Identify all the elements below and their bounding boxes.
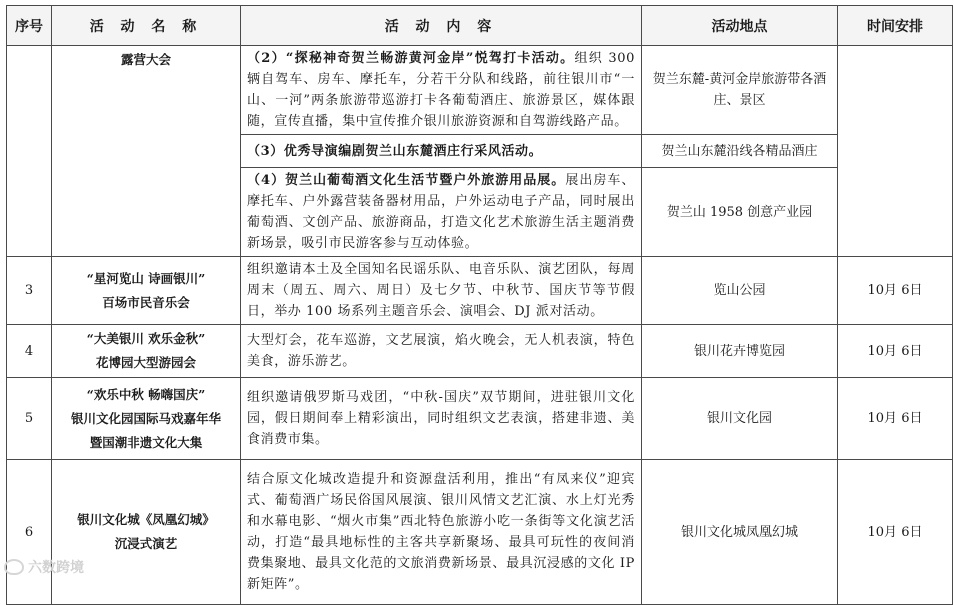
table-row (7, 460, 953, 605)
table-header-row (7, 6, 953, 46)
activity-name-line: 暨国潮非遗文化大集 (89, 434, 203, 450)
weibo-style-logo-icon (4, 559, 24, 575)
activity-name-line: 花博园大型游园会 (95, 355, 196, 370)
time-cell: 10月 6日 (838, 460, 953, 605)
content-body: 组织 300 辆自驾车、房车、摩托车，分若干分队和线路，前往银川市“一山、一河”两条旅游带巡游打卡各葡萄酒庄、旅游景区，媒体跟随，宣传直播，集中宣传推介银川旅游资源和自驾游线路产品。 (247, 51, 636, 129)
content-body: 展出房车、摩托车、户外露营装备器材用品，户外运动电子产品，同时展出葡萄酒、文创产品、旅游商品，打造文化艺术旅游生活主题消费新场景，吸引市民游客参与互动体验。 (247, 173, 635, 251)
table-row (7, 46, 953, 135)
time-cell: 10月 6日 (838, 378, 953, 460)
activity-name-line: 露营大会 (120, 52, 171, 67)
activity-name-line: 银川文化城《凤凰幻城》 (77, 512, 215, 527)
header-location: 活动地点 (642, 6, 838, 46)
content-lead: （4）贺兰山葡萄酒文化生活节暨户外旅游用品展。 (247, 173, 566, 188)
activity-name-cell (52, 325, 241, 378)
index-cell: 3 (7, 257, 52, 325)
location-cell: 银川文化园 (642, 378, 838, 460)
index-cell: 5 (7, 378, 52, 460)
activity-content-cell: 结合原文化城改造提升和资源盘活利用，推出“有凤来仪”迎宾式、葡萄酒广场民俗国风展演、银川风情文艺汇演、水上灯光秀和水幕电影、“烟火市集”西北特色旅游小吃一条街等文化演艺活动，打造“最具地标性的主客共享新聚场、最具可玩性的夜间消费集聚地、最具文化范的文旅消费新场景、最具沉浸感的文化 IP 新矩阵”。 (241, 460, 642, 605)
time-cell (838, 46, 953, 257)
activity-name-line: 银川文化园国际马戏嘉年华 (70, 410, 221, 426)
index-cell (7, 46, 52, 257)
activity-name-line: “欢乐中秋 畅嗨国庆” (86, 386, 206, 402)
activity-name-line: 百场市民音乐会 (102, 294, 190, 310)
time-cell: 10月 6日 (838, 325, 953, 378)
activity-name-cell (52, 46, 241, 257)
header-activity-content: 活 动 内 容 (241, 6, 642, 46)
content-lead: （2）“探秘神奇贺兰畅游黄河金岸”悦驾打卡活动。 (247, 51, 575, 66)
activity-content-cell (241, 168, 642, 257)
activity-name-cell (52, 460, 241, 605)
content-lead: （3）优秀导演编剧贺兰山东麓酒庄行采风活动。 (247, 143, 543, 159)
location-cell: 览山公园 (642, 257, 838, 325)
activity-name-cell (52, 378, 241, 460)
watermark (4, 557, 84, 577)
activity-content-cell: 组织邀请本土及全国知名民谣乐队、电音乐队、演艺团队，每周周末（周五、周六、周日）及七夕节、中秋节、国庆节等节假日，举办 100 场系列主题音乐会、演唱会、DJ 派对活动。 (241, 257, 642, 325)
location-cell: 贺兰东麓-黄河金岸旅游带各酒庄、景区 (642, 46, 838, 135)
activity-name-line: “星河览山 诗画银川” (86, 270, 206, 286)
activity-content-cell: 组织邀请俄罗斯马戏团，“中秋-国庆”双节期间，进驻银川文化园，假日期间奉上精彩演出，同时组织文艺表演，搭建非遗、美食消费市集。 (241, 378, 642, 460)
location-cell: 银川文化城凤凰幻城 (642, 460, 838, 605)
activity-content-cell (241, 46, 642, 135)
header-schedule: 时间安排 (838, 6, 953, 46)
activity-schedule-table (6, 5, 953, 605)
location-cell: 银川花卉博览园 (642, 325, 838, 378)
header-activity-name: 活 动 名 称 (52, 6, 241, 46)
time-cell: 10月 6日 (838, 257, 953, 325)
watermark-text: 六数跨境 (28, 560, 84, 576)
table-row (7, 378, 953, 460)
index-cell: 4 (7, 325, 52, 378)
activity-name-line: “大美银川 欢乐金秋” (86, 331, 206, 346)
activity-name-cell (52, 257, 241, 325)
activity-content-cell (241, 135, 642, 168)
header-index: 序号 (7, 6, 52, 46)
location-cell: 贺兰山 1958 创意产业园 (642, 168, 838, 257)
location-cell: 贺兰山东麓沿线各精品酒庄 (642, 135, 838, 168)
table-row (7, 325, 953, 378)
activity-content-cell: 大型灯会，花车巡游，文艺展演，焰火晚会，无人机表演，特色美食，游乐游艺。 (241, 325, 642, 378)
table-row (7, 257, 953, 325)
activity-name-line: 沉浸式演艺 (114, 536, 178, 551)
index-cell: 6 (7, 460, 52, 605)
